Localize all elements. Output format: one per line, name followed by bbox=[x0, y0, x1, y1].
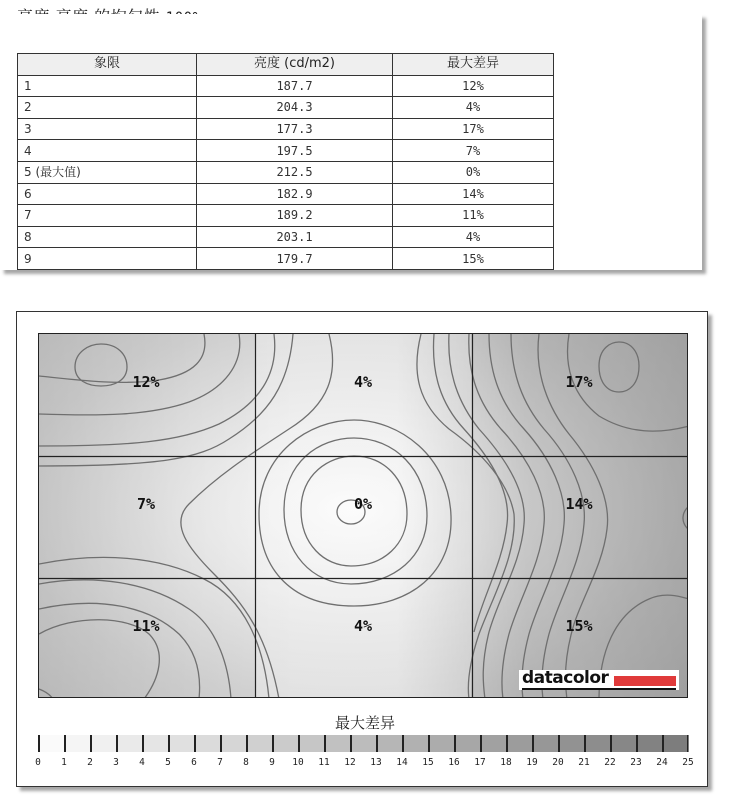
legend-segment bbox=[194, 735, 221, 752]
legend-segment bbox=[662, 735, 689, 752]
datacolor-logo bbox=[519, 670, 679, 690]
table-row bbox=[18, 183, 554, 205]
cell-quadrant: 3 bbox=[18, 118, 197, 140]
legend-tick-label: 23 bbox=[630, 757, 642, 768]
table-row bbox=[18, 97, 554, 119]
legend-tick bbox=[506, 735, 508, 752]
legend-segment bbox=[350, 735, 377, 752]
zone-label-6: 14% bbox=[565, 495, 593, 513]
legend-tick-label: 4 bbox=[139, 757, 145, 768]
cell-quadrant: 5 (最大值) bbox=[18, 161, 197, 183]
legend-tick-label: 9 bbox=[269, 757, 275, 768]
legend-tick-label: 7 bbox=[217, 757, 223, 768]
legend-tick-label: 16 bbox=[448, 757, 460, 768]
cell-luminance: 197.5 bbox=[197, 140, 393, 162]
table-row bbox=[18, 161, 554, 183]
legend-tick-label: 1 bbox=[61, 757, 67, 768]
table-row bbox=[18, 205, 554, 227]
legend-segment bbox=[64, 735, 91, 752]
legend-tick-label: 6 bbox=[191, 757, 197, 768]
legend-segment bbox=[506, 735, 533, 752]
cell-deviation: 0% bbox=[393, 161, 554, 183]
zone-label-7: 11% bbox=[132, 617, 160, 635]
zone-label-5: 0% bbox=[353, 495, 373, 513]
legend-tick bbox=[428, 735, 430, 752]
legend-tick bbox=[90, 735, 92, 752]
zone-label-3: 17% bbox=[565, 373, 593, 391]
legend-tick bbox=[38, 735, 40, 752]
cell-deviation: 7% bbox=[393, 140, 554, 162]
legend-colorbar bbox=[38, 735, 688, 752]
cell-quadrant: 7 bbox=[18, 205, 197, 227]
cell-luminance: 187.7 bbox=[197, 75, 393, 97]
legend-segment bbox=[324, 735, 351, 752]
legend-tick-label: 24 bbox=[656, 757, 668, 768]
legend-tick bbox=[532, 735, 534, 752]
legend-tick bbox=[64, 735, 66, 752]
legend-tick-label: 18 bbox=[500, 757, 512, 768]
cell-luminance: 182.9 bbox=[197, 183, 393, 205]
column-header-max-deviation: 最大差异 bbox=[393, 54, 554, 76]
cell-luminance: 203.1 bbox=[197, 226, 393, 248]
legend-segment bbox=[480, 735, 507, 752]
legend-segment bbox=[38, 735, 65, 752]
cell-quadrant: 9 bbox=[18, 248, 197, 270]
legend-tick bbox=[454, 735, 456, 752]
legend-segment bbox=[298, 735, 325, 752]
legend-segment bbox=[428, 735, 455, 752]
column-header-quadrant: 象限 bbox=[18, 54, 197, 76]
legend-tick bbox=[220, 735, 222, 752]
cell-luminance: 177.3 bbox=[197, 118, 393, 140]
legend-tick-label: 22 bbox=[604, 757, 616, 768]
legend-title: 最大差异 bbox=[334, 714, 395, 732]
legend-tick bbox=[376, 735, 378, 752]
cell-quadrant: 6 bbox=[18, 183, 197, 205]
legend-segment bbox=[272, 735, 299, 752]
cell-deviation: 4% bbox=[393, 226, 554, 248]
cell-quadrant: 8 bbox=[18, 226, 197, 248]
legend-segment bbox=[220, 735, 247, 752]
legend-segment bbox=[584, 735, 611, 752]
table-row bbox=[18, 75, 554, 97]
legend-tick-label: 5 bbox=[165, 757, 171, 768]
cell-quadrant: 4 bbox=[18, 140, 197, 162]
legend-tick-label: 20 bbox=[552, 757, 564, 768]
cell-luminance: 212.5 bbox=[197, 161, 393, 183]
legend-tick bbox=[687, 735, 689, 752]
table-row bbox=[18, 140, 554, 162]
cell-deviation: 15% bbox=[393, 248, 554, 270]
legend-tick-labels bbox=[35, 757, 694, 771]
cell-deviation: 17% bbox=[393, 118, 554, 140]
legend-segment bbox=[168, 735, 195, 752]
uniformity-contour-plot bbox=[38, 333, 688, 698]
cell-deviation: 12% bbox=[393, 75, 554, 97]
cell-luminance: 179.7 bbox=[197, 248, 393, 270]
legend-segment bbox=[532, 735, 559, 752]
legend-tick bbox=[584, 735, 586, 752]
logo-red-bar bbox=[614, 676, 676, 686]
zone-label-8: 4% bbox=[353, 617, 373, 635]
legend-segment bbox=[636, 735, 663, 752]
legend-tick bbox=[324, 735, 326, 752]
legend-segment bbox=[376, 735, 403, 752]
legend-tick-label: 0 bbox=[35, 757, 41, 768]
legend-tick bbox=[350, 735, 352, 752]
legend-tick-label: 25 bbox=[682, 757, 694, 768]
zone-label-4: 7% bbox=[136, 495, 156, 513]
zone-label-1: 12% bbox=[132, 373, 160, 391]
legend-tick bbox=[194, 735, 196, 752]
legend-tick bbox=[142, 735, 144, 752]
cell-deviation: 14% bbox=[393, 183, 554, 205]
cell-deviation: 11% bbox=[393, 205, 554, 227]
legend-tick bbox=[402, 735, 404, 752]
cell-deviation: 4% bbox=[393, 97, 554, 119]
legend-tick-label: 21 bbox=[578, 757, 590, 768]
legend-tick-label: 17 bbox=[474, 757, 486, 768]
legend-tick-label: 11 bbox=[318, 757, 330, 768]
table-row bbox=[18, 248, 554, 270]
legend-segment bbox=[454, 735, 481, 752]
legend-tick-label: 14 bbox=[396, 757, 408, 768]
legend-segment bbox=[142, 735, 169, 752]
legend-tick-label: 19 bbox=[526, 757, 538, 768]
table-row bbox=[18, 226, 554, 248]
legend-tick bbox=[636, 735, 638, 752]
cell-quadrant: 2 bbox=[18, 97, 197, 119]
legend-segment bbox=[116, 735, 143, 752]
table-row bbox=[18, 118, 554, 140]
cell-quadrant: 1 bbox=[18, 75, 197, 97]
legend-tick-label: 2 bbox=[87, 757, 93, 768]
legend-segment bbox=[610, 735, 637, 752]
legend-tick bbox=[298, 735, 300, 752]
legend-tick bbox=[246, 735, 248, 752]
legend-tick bbox=[116, 735, 118, 752]
legend-tick bbox=[480, 735, 482, 752]
legend-tick-label: 8 bbox=[243, 757, 249, 768]
cell-luminance: 189.2 bbox=[197, 205, 393, 227]
legend-tick bbox=[558, 735, 560, 752]
legend-tick-label: 15 bbox=[422, 757, 434, 768]
legend-tick bbox=[272, 735, 274, 752]
legend-tick-label: 13 bbox=[370, 757, 382, 768]
legend-tick bbox=[662, 735, 664, 752]
column-header-luminance: 亮度 (cd/m2) bbox=[197, 54, 393, 76]
legend-tick-label: 10 bbox=[292, 757, 304, 768]
zone-label-2: 4% bbox=[353, 373, 373, 391]
logo-underline bbox=[522, 688, 676, 690]
quadrant-table bbox=[17, 53, 554, 270]
legend-segment bbox=[402, 735, 429, 752]
legend-segment bbox=[558, 735, 585, 752]
legend-tick-label: 3 bbox=[113, 757, 119, 768]
zone-label-9: 15% bbox=[565, 617, 593, 635]
legend-segment bbox=[90, 735, 117, 752]
legend-tick bbox=[168, 735, 170, 752]
logo-text: datacolor bbox=[522, 668, 609, 688]
legend-tick bbox=[610, 735, 612, 752]
cell-luminance: 204.3 bbox=[197, 97, 393, 119]
table-header-row bbox=[18, 54, 554, 76]
legend-segment bbox=[246, 735, 273, 752]
legend-tick-label: 12 bbox=[344, 757, 356, 768]
